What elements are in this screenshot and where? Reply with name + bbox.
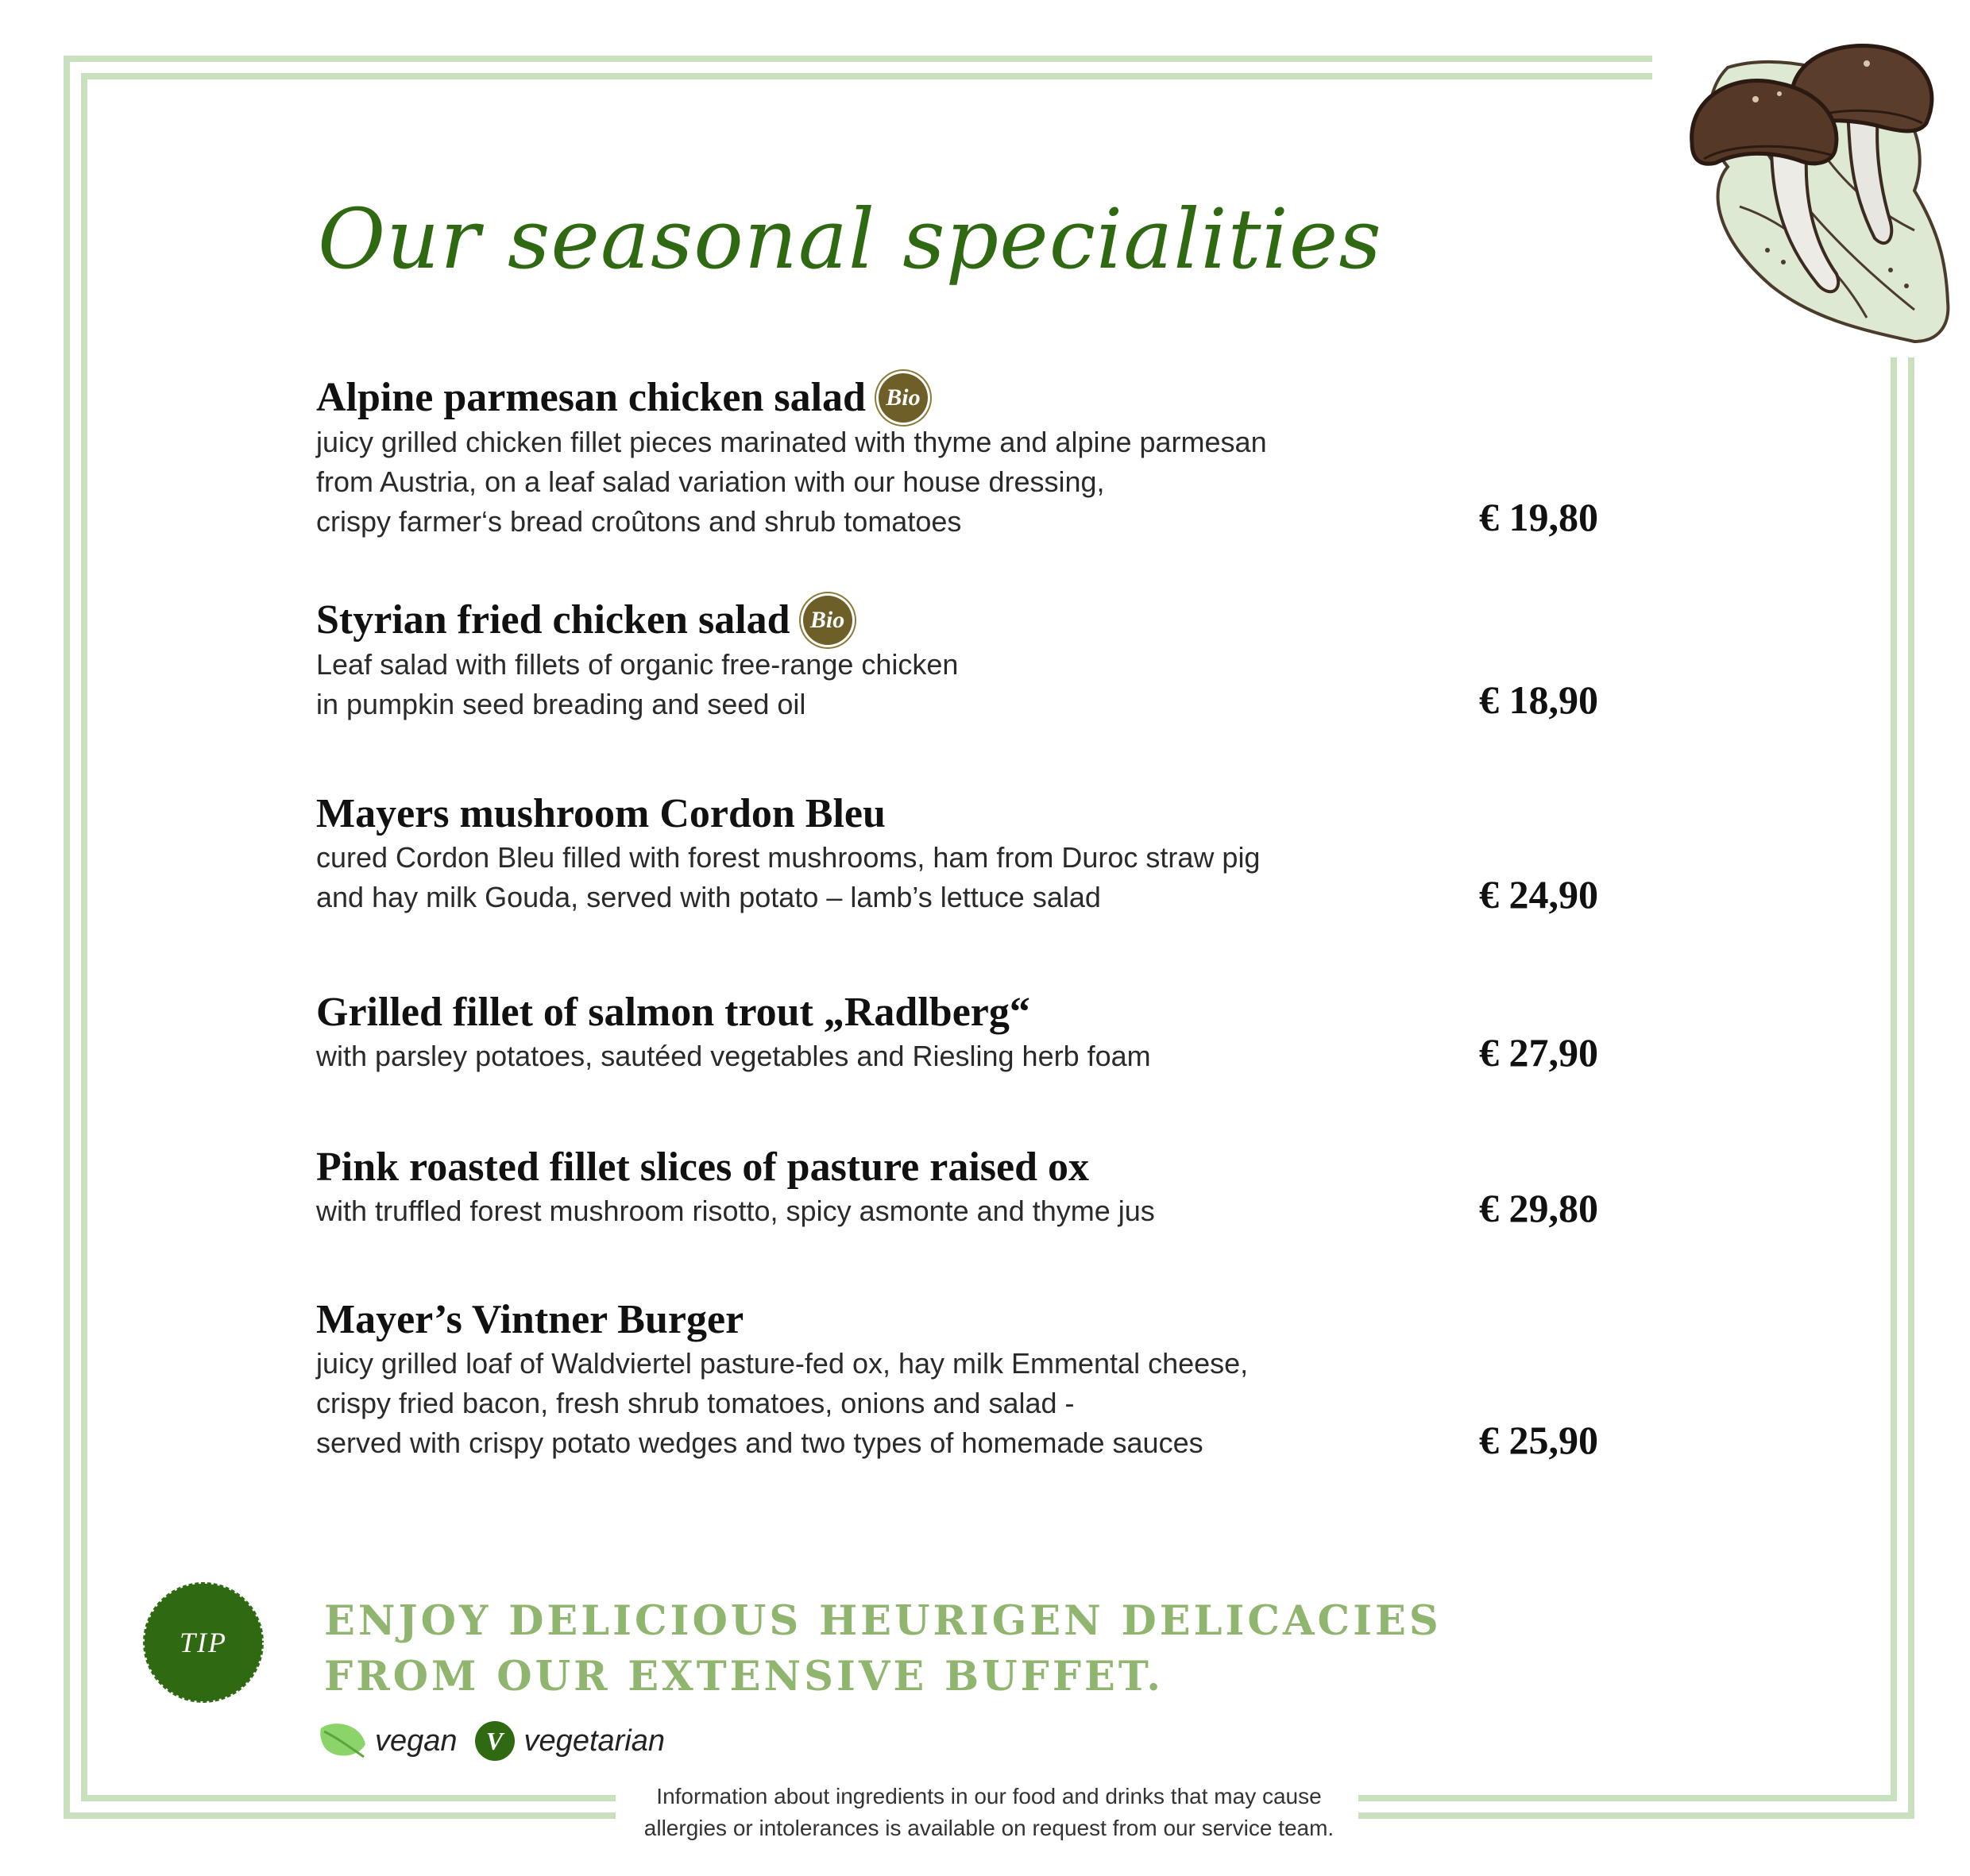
mushroom-illustration-icon (1652, 24, 1954, 349)
tip-line: FROM OUR EXTENSIVE BUFFET. (324, 1653, 1165, 1700)
menu-item (316, 1296, 1627, 1463)
menu-item-description: served with crispy potato wedges and two types of homemade sauces (316, 1426, 1203, 1459)
menu-item (316, 1144, 1627, 1231)
vegetarian-v-icon: V (475, 1721, 515, 1761)
allergy-note-line: Information about ingredients in our food and drinks that may cause (656, 1784, 1322, 1808)
tip-badge-label: TIP (180, 1627, 227, 1658)
menu-item-name: Pink roasted fillet slices of pasture raised ox (316, 1145, 1090, 1190)
vegan-leaf-icon (318, 1720, 369, 1762)
menu-item (316, 596, 1627, 724)
tip-text (324, 1593, 1442, 1704)
menu-item-description: juicy grilled chicken fillet pieces marinated with thyme and alpine parmesan (316, 426, 1267, 458)
menu-item-price: € 25,90 (1479, 1418, 1598, 1462)
menu-item-name: Styrian fried chicken salad Bio (316, 596, 1627, 645)
menu-item-name: Mayer’s Vintner Burger (316, 1297, 744, 1342)
menu-item-price: € 18,90 (1479, 677, 1598, 722)
menu-item-description: Leaf salad with fillets of organic free-range chicken (316, 648, 959, 681)
menu-item-name: Mayers mushroom Cordon Bleu (316, 791, 886, 836)
menu-item-description: from Austria, on a leaf salad variation with our house dressing, (316, 465, 1105, 498)
menu-item-price: € 24,90 (1479, 872, 1598, 917)
allergy-note-line: allergies or intolerances is available on request from our service team. (643, 1816, 1335, 1840)
menu-item-name: Grilled fillet of salmon trout „Radlberg“ (316, 990, 1030, 1035)
menu-frame-inner (81, 73, 1897, 1801)
menu-item-description: and hay milk Gouda, served with potato – lamb’s lettuce salad (316, 881, 1101, 913)
tip-line: ENJOY DELICIOUS HEURIGEN DELICACIES (324, 1597, 1442, 1645)
menu-item-description: cured Cordon Bleu filled with forest mushrooms, ham from Duroc straw pig (316, 841, 1261, 874)
vegan-label: vegan (375, 1724, 458, 1758)
menu-item-description: crispy farmer‘s bread croûtons and shrub tomatoes (316, 505, 962, 538)
menu-item-description: crispy fried bacon, fresh shrub tomatoes, onions and salad - (316, 1387, 1075, 1419)
menu-item-description: juicy grilled loaf of Waldviertel pasture-fed ox, hay milk Emmental cheese, (316, 1347, 1249, 1380)
menu-item (316, 989, 1627, 1076)
menu-item (316, 790, 1627, 917)
menu-item-description: in pumpkin seed breading and seed oil (316, 688, 806, 720)
bio-badge-icon: Bio (803, 596, 852, 645)
diet-legend (318, 1720, 665, 1762)
menu-item-price: € 27,90 (1479, 1030, 1598, 1075)
vegetarian-label: vegetarian (523, 1724, 666, 1758)
menu-item-description: with truffled forest mushroom risotto, spicy asmonte and thyme jus (316, 1195, 1155, 1227)
menu-item-price: € 19,80 (1479, 495, 1598, 539)
menu-item (316, 373, 1627, 542)
menu-item-description: with parsley potatoes, sautéed vegetables and Riesling herb foam (316, 1040, 1151, 1072)
allergy-note (628, 1781, 1350, 1844)
menu-item-name: Alpine parmesan chicken salad Bio (316, 373, 1627, 423)
page-title: Our seasonal specialities (318, 191, 1382, 288)
menu-item-price: € 29,80 (1479, 1186, 1598, 1230)
bio-badge-icon: Bio (879, 373, 928, 423)
